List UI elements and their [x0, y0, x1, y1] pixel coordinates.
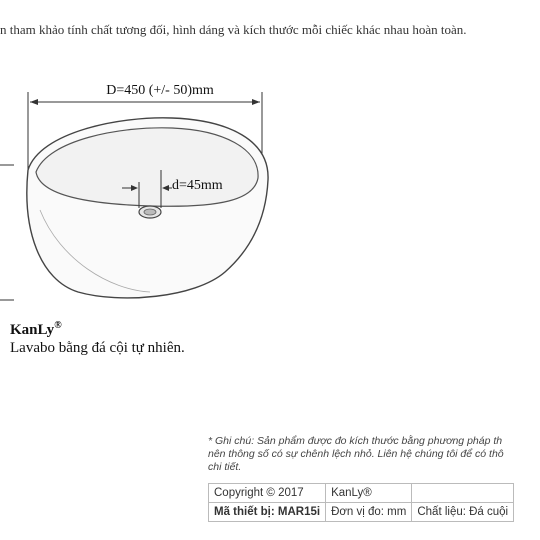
measurement-note — [208, 435, 540, 474]
product-caption: Lavabo bằng đá cội tự nhiên. — [10, 340, 185, 356]
sink-dimension-drawing — [0, 60, 300, 320]
note-line: chi tiết. — [208, 461, 242, 473]
brand-logo — [10, 320, 62, 339]
table-row — [209, 484, 514, 503]
table-cell: KanLy® — [326, 484, 412, 503]
table-row — [209, 503, 514, 522]
drain-label: d=45mm — [172, 178, 223, 193]
brand-mark: ® — [54, 320, 62, 331]
diameter-label: D=450 (+/- 50)mm — [106, 83, 214, 98]
intro-text: n tham khảo tính chất tương đối, hình dáng và kích thước mỗi chiếc khác nhau hoàn toàn. — [0, 22, 467, 37]
table-cell: Mã thiết bị: MAR15i — [209, 503, 326, 522]
table-cell: Copyright © 2017 — [209, 484, 326, 503]
note-line: nên thông số có sự chênh lệch nhỏ. Liên hệ chúng tôi để có thô — [208, 448, 504, 460]
table-cell: Chất liệu: Đá cuội — [412, 503, 514, 522]
spec-table — [208, 483, 514, 522]
table-cell — [412, 484, 514, 503]
table-cell: Đơn vị đo: mm — [326, 503, 412, 522]
note-line: * Ghi chú: Sản phẩm được đo kích thước bằng phương pháp th — [208, 435, 503, 447]
brand-name: KanLy — [10, 322, 55, 338]
